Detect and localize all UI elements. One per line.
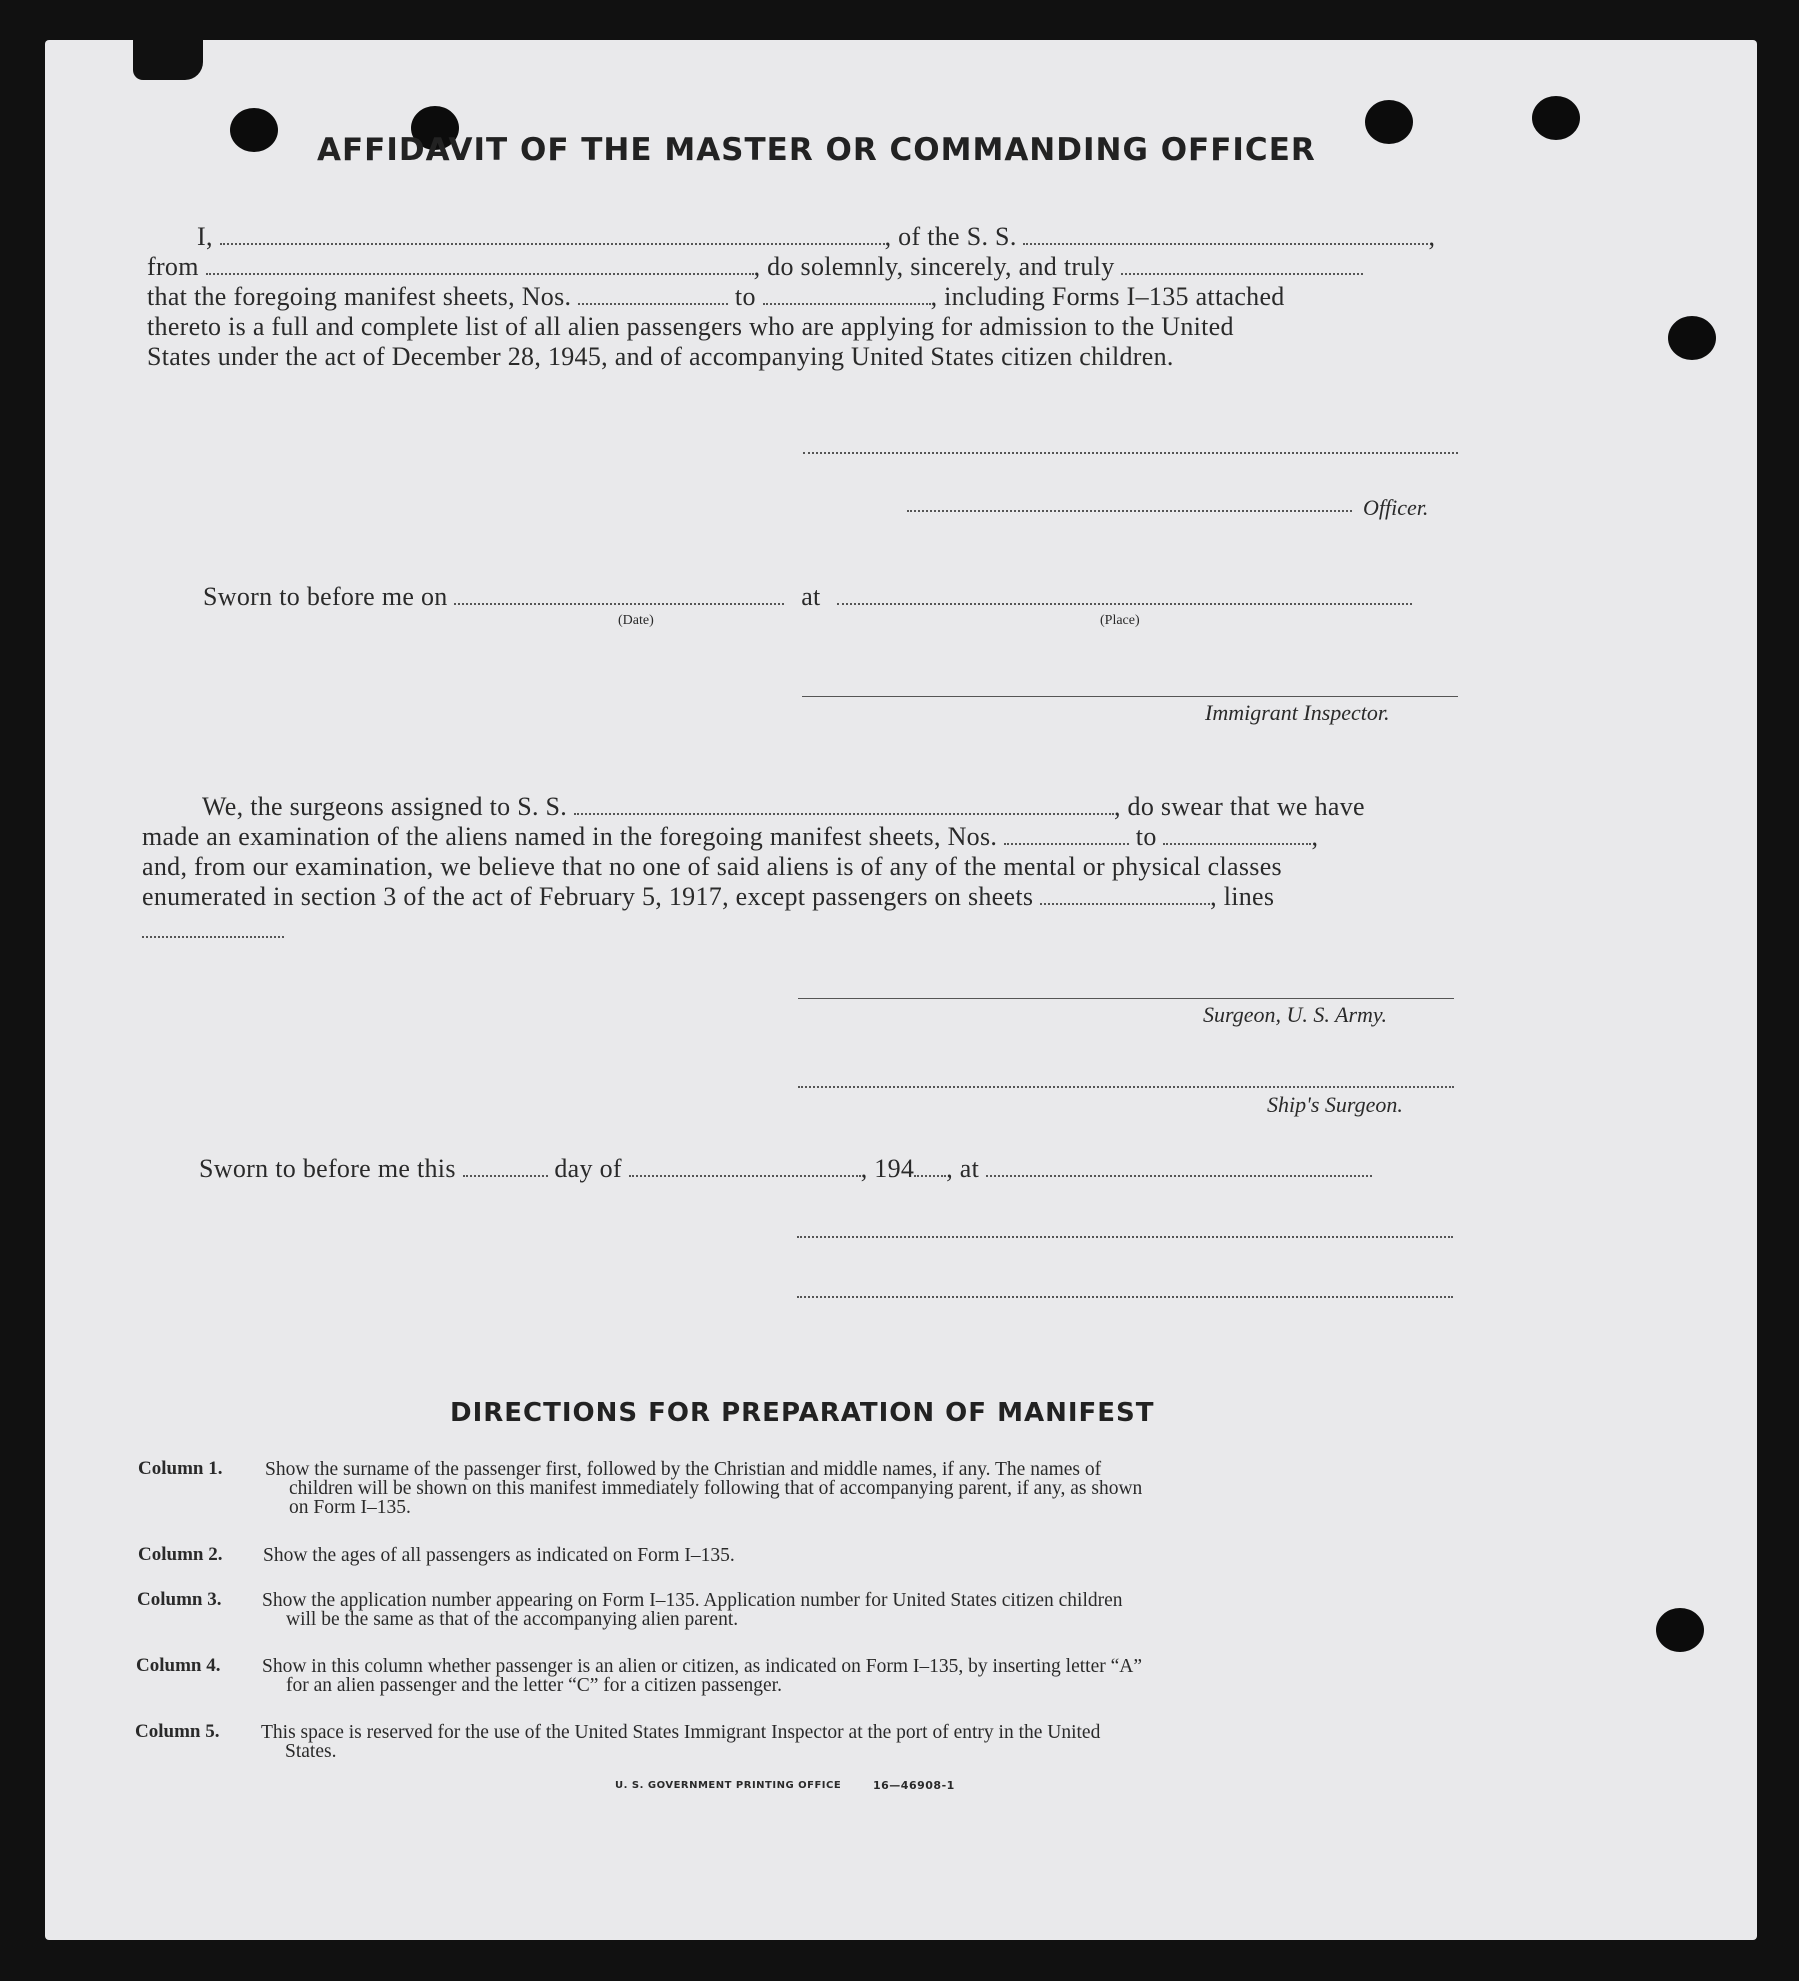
inspector-caption: Immigrant Inspector. bbox=[1205, 700, 1390, 725]
inspector-signature-line[interactable] bbox=[802, 696, 1458, 697]
text: , bbox=[1428, 222, 1436, 251]
sworn-month-field[interactable] bbox=[629, 1157, 861, 1177]
sworn-at-place-field[interactable] bbox=[986, 1157, 1372, 1177]
sheets-from-field[interactable] bbox=[578, 285, 728, 305]
affidavit-line-5: States under the act of December 28, 1945, and of accompanying United States citizen children. bbox=[147, 342, 1174, 371]
text: Show in this column whether passenger is an alien or citizen, as indicated on Form I–135, by inserting letter “A” bbox=[262, 1656, 1142, 1677]
signature-line-b[interactable] bbox=[797, 1296, 1453, 1298]
column-4-label: Column 4. bbox=[136, 1655, 221, 1676]
text: , of the S. S. bbox=[884, 222, 1017, 251]
sworn-year-field[interactable] bbox=[914, 1157, 946, 1177]
exception-lines-field[interactable] bbox=[142, 936, 284, 938]
affidavit-title: AFFIDAVIT OF THE MASTER OR COMMANDING OFFICER bbox=[317, 132, 1316, 168]
punch-hole bbox=[230, 108, 278, 152]
surgeon-ship-field[interactable] bbox=[574, 795, 1114, 815]
punch-hole bbox=[1532, 96, 1580, 140]
sworn-before-line bbox=[203, 582, 1412, 612]
column-5-text bbox=[261, 1723, 1471, 1761]
text: Show the application number appearing on Form I–135. Application number for United States citizen children bbox=[262, 1590, 1123, 1611]
directions-title: DIRECTIONS FOR PREPARATION OF MANIFEST bbox=[450, 1398, 1155, 1428]
text: will be the same as that of the accompanying alien parent. bbox=[286, 1609, 739, 1630]
text: , do swear that we have bbox=[1113, 792, 1365, 821]
army-surgeon-signature-line[interactable] bbox=[798, 998, 1454, 999]
place-caption: (Place) bbox=[1100, 613, 1140, 628]
form-page bbox=[45, 40, 1757, 1940]
signature-line-a[interactable] bbox=[797, 1236, 1453, 1238]
text: from bbox=[147, 252, 199, 281]
text: Sworn to before me this bbox=[199, 1154, 456, 1183]
officer-title-line[interactable] bbox=[907, 510, 1352, 512]
port-from-field[interactable] bbox=[206, 255, 754, 275]
column-2-label: Column 2. bbox=[138, 1544, 223, 1565]
text: I, bbox=[197, 222, 213, 251]
text: day of bbox=[554, 1154, 622, 1183]
text: , at bbox=[946, 1154, 980, 1183]
sworn-this-day-line bbox=[199, 1154, 1372, 1184]
text: for an alien passenger and the letter “C” for a citizen passenger. bbox=[286, 1675, 782, 1696]
exam-sheets-from-field[interactable] bbox=[1004, 825, 1129, 845]
text: States. bbox=[285, 1741, 337, 1762]
text: Show the ages of all passengers as indicated on Form I–135. bbox=[263, 1545, 735, 1566]
column-2-text bbox=[263, 1546, 1473, 1565]
punch-hole bbox=[1656, 1608, 1704, 1652]
date-caption: (Date) bbox=[618, 613, 654, 628]
text: , bbox=[1311, 822, 1319, 851]
printer-imprint: U. S. GOVERNMENT PRINTING OFFICE bbox=[615, 1780, 842, 1791]
swear-affirm-field[interactable] bbox=[1121, 255, 1363, 275]
form-code: 16—46908-1 bbox=[873, 1779, 955, 1792]
text: to bbox=[734, 282, 756, 311]
column-1-label: Column 1. bbox=[138, 1458, 223, 1479]
ship-surgeon-signature-line[interactable] bbox=[798, 1086, 1454, 1088]
text: to bbox=[1135, 822, 1157, 851]
surgeons-line-4 bbox=[142, 882, 1274, 912]
punch-hole bbox=[1668, 316, 1716, 360]
sheets-to-field[interactable] bbox=[763, 285, 931, 305]
sworn-place-field[interactable] bbox=[837, 585, 1412, 605]
text: , do solemnly, sincerely, and truly bbox=[753, 252, 1115, 281]
ship-surgeon-caption: Ship's Surgeon. bbox=[1267, 1092, 1403, 1117]
text: Show the surname of the passenger first, followed by the Christian and middle names, if any. The names of bbox=[265, 1459, 1102, 1480]
text: made an examination of the aliens named in the foregoing manifest sheets, Nos. bbox=[142, 822, 998, 851]
punch-hole bbox=[1365, 100, 1413, 144]
text: We, the surgeons assigned to S. S. bbox=[202, 792, 568, 821]
officer-caption: Officer. bbox=[1363, 495, 1429, 520]
sworn-date-field[interactable] bbox=[454, 585, 784, 605]
surgeons-line-2 bbox=[142, 822, 1318, 852]
column-3-text bbox=[262, 1591, 1472, 1629]
column-4-text bbox=[262, 1657, 1472, 1695]
surgeons-line-1 bbox=[202, 792, 1365, 822]
affidavit-line-4: thereto is a full and complete list of all alien passengers who are applying for admission to the United bbox=[147, 312, 1234, 341]
affidavit-line-1 bbox=[197, 222, 1435, 252]
text: children will be shown on this manifest immediately following that of accompanying parent, if any, as shown bbox=[289, 1478, 1143, 1499]
text: at bbox=[801, 582, 821, 611]
text: on Form I–135. bbox=[289, 1497, 411, 1518]
text: Sworn to before me on bbox=[203, 582, 448, 611]
officer-signature-line[interactable] bbox=[803, 452, 1458, 454]
text: enumerated in section 3 of the act of February 5, 1917, except passengers on sheets bbox=[142, 882, 1034, 911]
exam-sheets-to-field[interactable] bbox=[1163, 825, 1311, 845]
text: that the foregoing manifest sheets, Nos. bbox=[147, 282, 572, 311]
text: , 194 bbox=[860, 1154, 915, 1183]
affidavit-line-2 bbox=[147, 252, 1363, 282]
column-1-text bbox=[265, 1460, 1475, 1517]
column-3-label: Column 3. bbox=[137, 1589, 222, 1610]
text: , including Forms I–135 attached bbox=[930, 282, 1285, 311]
torn-corner bbox=[133, 38, 203, 80]
surgeons-line-3: and, from our examination, we believe that no one of said aliens is of any of the mental or physical classes bbox=[142, 852, 1282, 881]
ship-name-field[interactable] bbox=[1023, 225, 1428, 245]
column-5-label: Column 5. bbox=[135, 1721, 220, 1742]
exception-sheets-field[interactable] bbox=[1040, 885, 1210, 905]
sworn-day-field[interactable] bbox=[463, 1157, 548, 1177]
army-surgeon-caption: Surgeon, U. S. Army. bbox=[1203, 1002, 1387, 1027]
text: , lines bbox=[1210, 882, 1275, 911]
master-name-field[interactable] bbox=[220, 225, 885, 245]
text: This space is reserved for the use of the United States Immigrant Inspector at the port of entry in the United bbox=[261, 1722, 1101, 1743]
affidavit-line-3 bbox=[147, 282, 1285, 312]
